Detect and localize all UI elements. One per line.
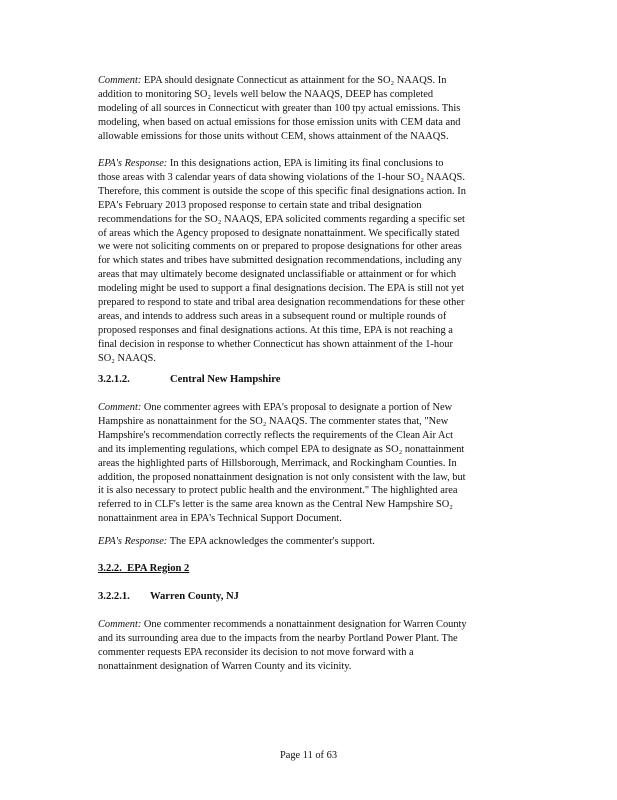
paragraph-line: those areas with 3 calendar years of data showing violations of the 1-hour SO₂ NAAQS. xyxy=(98,171,465,183)
comment-label: Comment: xyxy=(98,402,142,413)
paragraph-line: referred to in CLF's letter is the same area known as the Central New Hampshire SO₂ xyxy=(98,499,453,511)
paragraph-line: Hampshire's recommendation correctly reflects the requirements of the Clean Air Act xyxy=(98,429,454,441)
section-title: EPA Region 2 xyxy=(127,563,190,574)
paragraph-line: proposed responses and final designations actions. At this time, EPA is not reaching a xyxy=(98,324,453,336)
paragraph-line: allowable emissions for those units without CEM, shows attainment of the NAAQS. xyxy=(98,130,449,142)
paragraph-line: nonattainment area in EPA's Technical Support Document. xyxy=(98,513,342,525)
paragraph-line: EPA's February 2013 proposed response to certain state and tribal designation xyxy=(98,199,422,211)
paragraph-line: areas that may ultimately become designated unclassifiable or attainment or for which xyxy=(98,269,457,281)
paragraph-line: EPA's Response: In this designations action, EPA is limiting its final conclusions to xyxy=(98,158,444,169)
paragraph-line: addition, the proposed nonattainment designation is not only consistent with the law, but xyxy=(98,471,466,483)
paragraph-line: prepared to respond to state and tribal area designation recommendations for these other xyxy=(98,297,465,309)
section-title: Warren County, NJ xyxy=(150,591,239,602)
paragraph-line: modeling, when based on actual emissions for those emission units with CEM data and xyxy=(98,116,461,128)
paragraph-line: commenter requests EPA reconsider its decision to not move forward with a xyxy=(98,646,414,658)
paragraph-line: nonattainment designation of Warren County and its vicinity. xyxy=(98,660,352,672)
response-label: EPA's Response: xyxy=(98,536,168,547)
paragraph-line: modeling of all sources in Connecticut with greater than 100 tpy actual emissions. This xyxy=(98,102,461,114)
paragraph-line: final decision in response to whether Connecticut has shown attainment of the 1-hour xyxy=(98,338,453,350)
paragraph-line: Comment: EPA should designate Connecticut as attainment for the SO₂ NAAQS. In xyxy=(98,75,447,86)
paragraph-line: recommendations for the SO₂ NAAQS, EPA solicited comments regarding a specific set xyxy=(98,213,465,225)
comment-warren-county xyxy=(98,618,523,674)
comment-connecticut xyxy=(98,74,523,144)
paragraph-line: areas, and intends to address such areas in a subsequent round or multiple rounds of xyxy=(98,310,447,322)
paragraph-line: we were not soliciting comments on or prepared to propose designations for other areas xyxy=(98,241,462,253)
comment-label: Comment: xyxy=(98,619,142,630)
paragraph-line: it is also necessary to protect public health and the environment." The highlighted area xyxy=(98,485,458,497)
section-number: 3.2.2.1. xyxy=(98,591,130,602)
paragraph-line: Comment: One commenter agrees with EPA's proposal to designate a portion of New xyxy=(98,402,453,413)
response-connecticut xyxy=(98,157,523,366)
paragraph-line: areas the highlighted parts of Hillsborough, Merrimack, and Rockingham Counties. In xyxy=(98,457,457,469)
response-new-hampshire xyxy=(98,535,523,549)
paragraph-line: SO₂ NAAQS. xyxy=(98,352,156,364)
paragraph-line: modeling might be used to support a final designations decision. The EPA is still not yet xyxy=(98,283,464,295)
paragraph-line: Comment: One commenter recommends a nonattainment designation for Warren County xyxy=(98,619,467,630)
paragraph-line: and its surrounding area due to the impacts from the nearby Portland Power Plant. The xyxy=(98,632,458,644)
section-heading-warren-county xyxy=(98,590,239,604)
comment-label: Comment: xyxy=(98,75,142,86)
section-title: Central New Hampshire xyxy=(170,374,281,385)
paragraph-line: and its implementing regulations, which compel EPA to designate as SO₂ nonattainment xyxy=(98,443,465,455)
comment-new-hampshire xyxy=(98,401,523,526)
paragraph-line: for which states and tribes have submitted designation recommendations, including any xyxy=(98,255,462,267)
paragraph-line: of areas which the Agency proposed to designate nonattainment. We specifically stated xyxy=(98,227,460,239)
section-heading-epa-region-2 xyxy=(98,562,189,576)
paragraph-line: Hampshire as nonattainment for the SO₂ NAAQS. The commenter states that, "New xyxy=(98,415,449,427)
paragraph-line: EPA's Response: The EPA acknowledges the commenter's support. xyxy=(98,536,375,547)
section-heading-central-new-hampshire xyxy=(98,373,280,387)
page-footer: Page 11 of 63 xyxy=(279,750,338,761)
response-label: EPA's Response: xyxy=(98,158,168,169)
section-number: 3.2.2. xyxy=(98,563,122,574)
section-number: 3.2.1.2. xyxy=(98,374,130,385)
paragraph-line: addition to monitoring SO₂ levels well below the NAAQS, DEEP has completed xyxy=(98,88,434,100)
paragraph-line: Therefore, this comment is outside the scope of this specific final designations action. In xyxy=(98,185,466,197)
